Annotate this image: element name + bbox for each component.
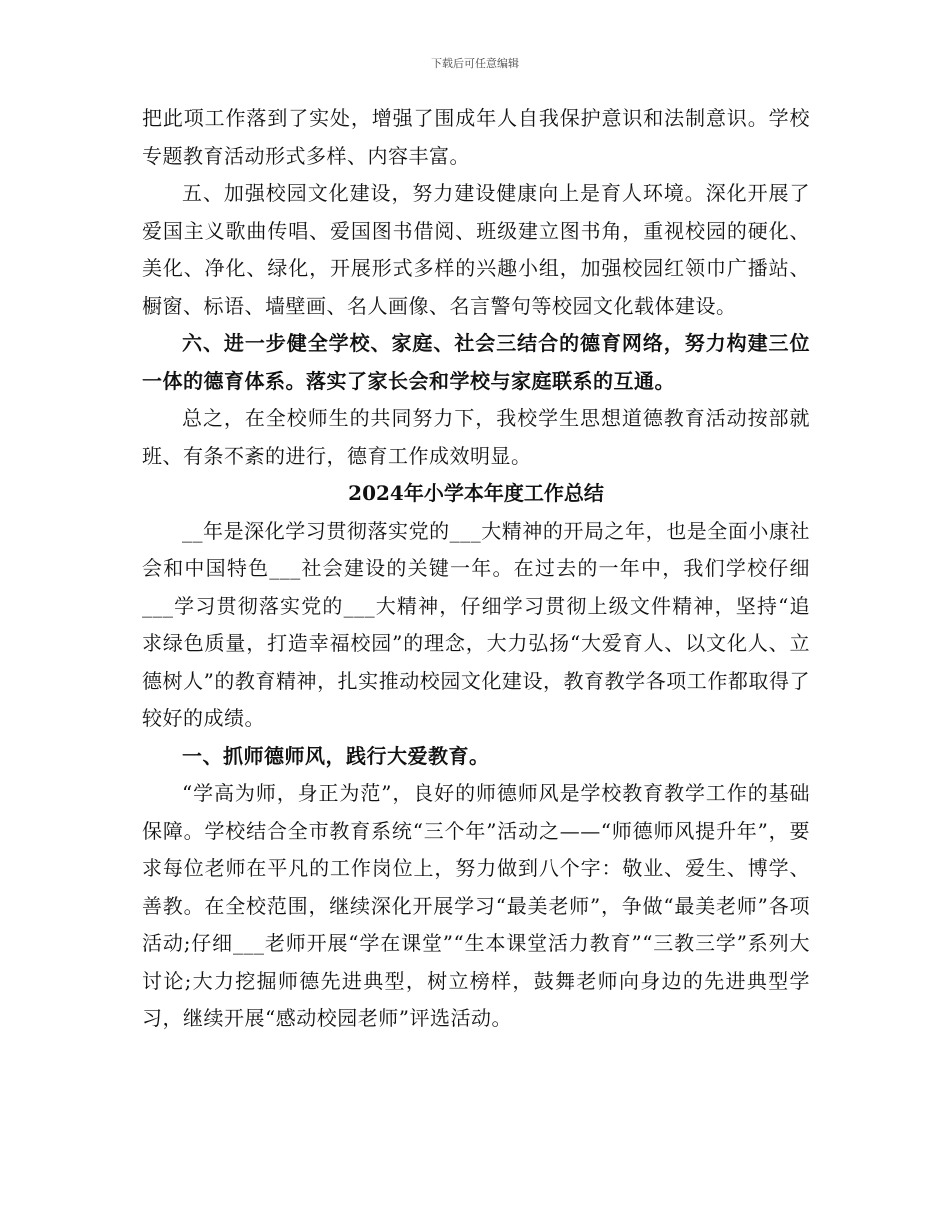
subheading-1: 一、抓师德师风，践行大爱教育。 — [182, 743, 490, 768]
paragraph-4: 总之，在全校师生的共同努力下，我校学生思想道德教育活动按部就班、有条不紊的进行，德育工作成效明显。 — [142, 406, 810, 468]
paragraph-1: 把此项工作落到了实处，增强了围成年人自我保护意识和法制意识。学校专题教育活动形式多样、内容丰富。 — [142, 106, 810, 168]
section-title: 2024年小学本年度工作总结 — [348, 481, 604, 505]
document-body — [142, 100, 810, 1038]
page-header: 下载后可任意编辑 — [431, 57, 519, 70]
paragraph-5: __年是深化学习贯彻落实党的___大精神的开局之年，也是全面小康社会和中国特色___社会建设的关键一年。在过去的一年中，我们学校仔细___学习贯彻落实党的___大精神，仔细学习贯彻上级文件精神，坚持“追求绿色质量，打造幸福校园”的理念，大力弘扬“大爱育人、以文化人、立德树人”的教育精神，扎实推动校园文化建设，教育教学各项工作都取得了较好的成绩。 — [142, 518, 810, 730]
paragraph-3: 六、进一步健全学校、家庭、社会三结合的德育网络，努力构建三位一体的德育体系。落实了家长会和学校与家庭联系的互通。 — [142, 331, 810, 393]
paragraph-6: “学高为师，身正为范”，良好的师德师风是学校教育教学工作的基础保障。学校结合全市教育系统“三个年”活动之——“师德师风提升年”，要求每位老师在平凡的工作岗位上，努力做到八个字：敬业、爱生、博学、善教。在全校范围，继续深化开展学习“最美老师”，争做“最美老师”各项活动;仔细___老师开展“学在课堂”“生本课堂活力教育”“三教三学”系列大讨论;大力挖掘师德先进典型，树立榜样，鼓舞老师向身边的先进典型学习，继续开展“感动校园老师”评选活动。 — [142, 781, 810, 1030]
paragraph-2: 五、加强校园文化建设，努力建设健康向上是育人环境。深化开展了爱国主义歌曲传唱、爱国图书借阅、班级建立图书角，重视校园的硬化、美化、净化、绿化，开展形式多样的兴趣小组，加强校园红领巾广播站、橱窗、标语、墙壁画、名人画像、名言警句等校园文化载体建设。 — [142, 181, 810, 318]
